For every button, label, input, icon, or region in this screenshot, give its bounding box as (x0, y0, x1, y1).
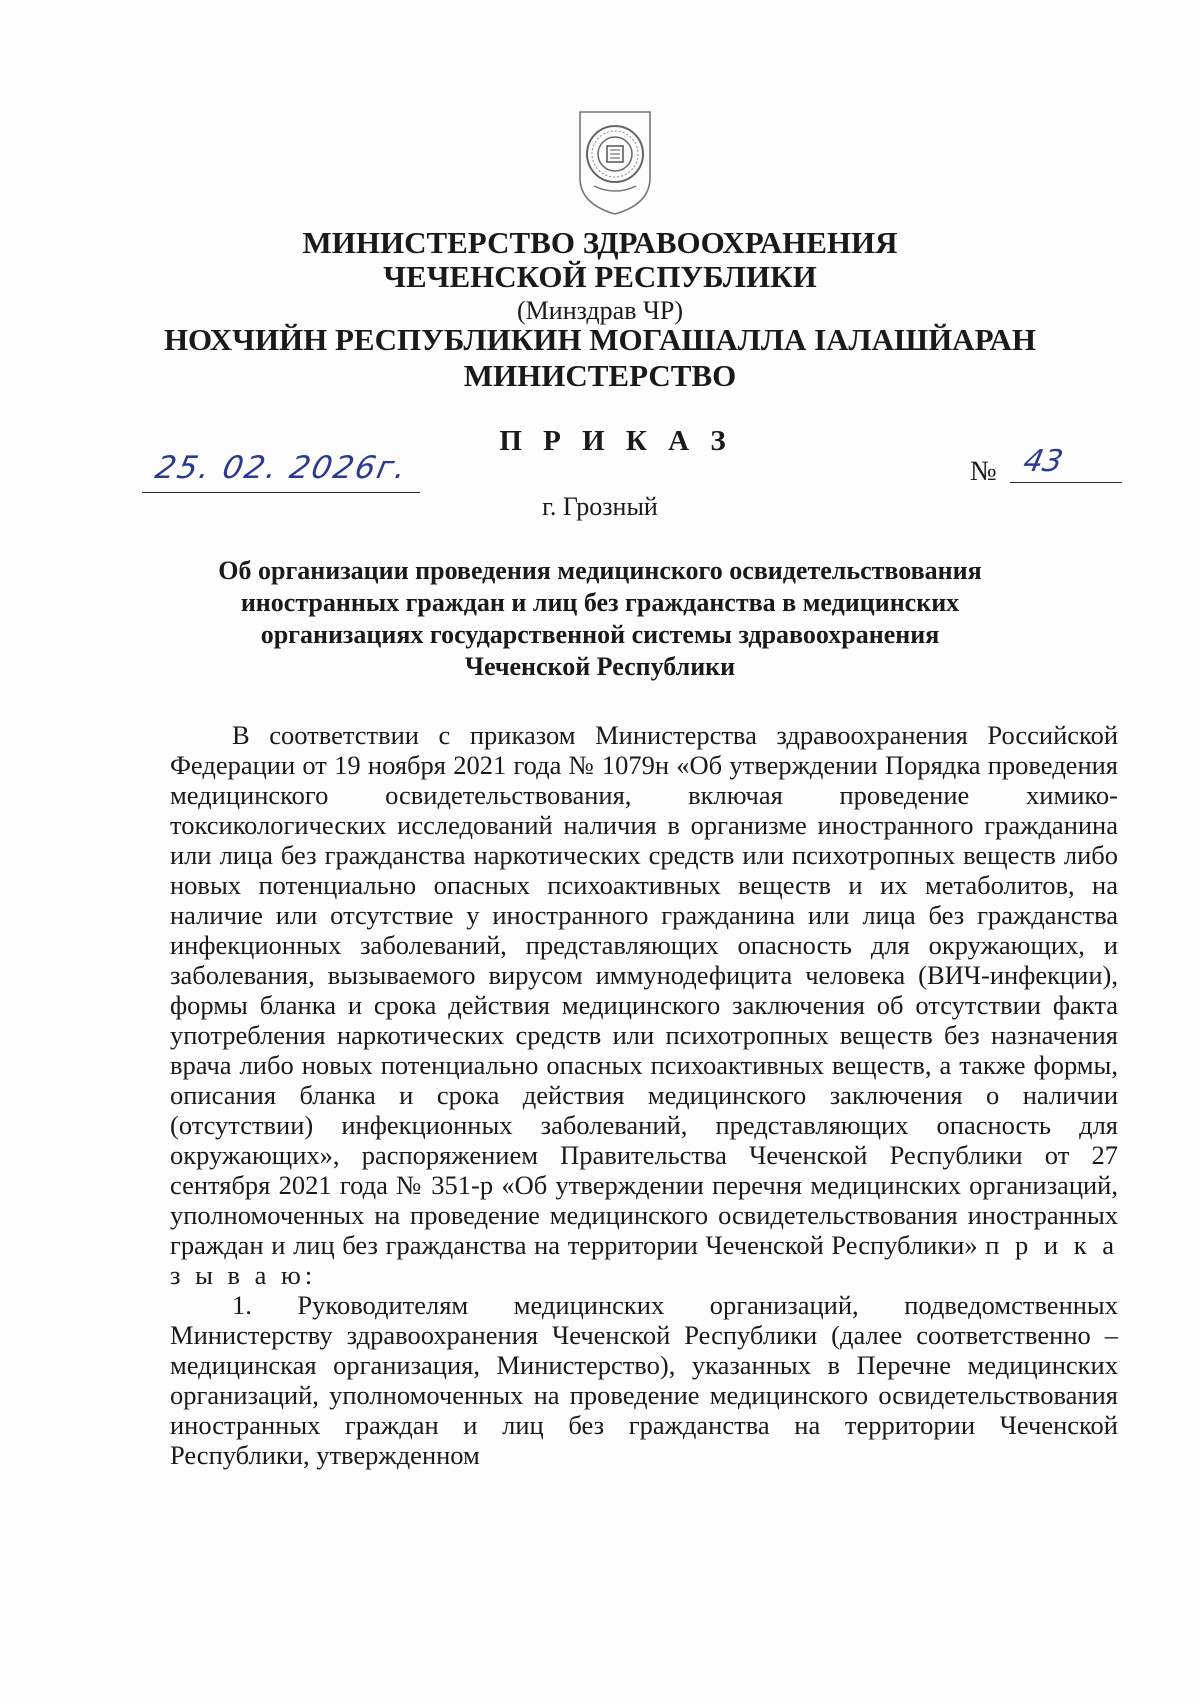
ministry-ce-line2: МИНИСТЕРСТВО (463, 358, 737, 393)
coat-of-arms-icon (574, 108, 656, 216)
command-word: п р и к а з ы в а ю: (170, 1230, 1119, 1290)
order-number: 43 (1020, 444, 1066, 479)
order-city: г. Грозный (542, 492, 658, 521)
ministry-abbreviation: (Минздрав ЧР) (517, 296, 683, 325)
order-subject (0, 555, 1200, 683)
subject-line4: Чеченской Республики (464, 652, 736, 681)
ministry-name-chechen (0, 322, 1200, 394)
item-1-paragraph: 1. Руководителям медицинских организаций, подведомственных Министерству здравоохранения Чеченской Республики (далее соответственно – медицинская организация, Министерство), указанных в Перечне медицинских организаций, уполномоченных на проведение медицинского освидетельствования иностранных граждан и лиц без гражданства на территории Чеченской Республики, утвержденном (170, 1290, 1118, 1470)
preamble-text: В соответствии с приказом Министерства здравоохранения Российской Федерации от 19 ноября 2021 года № 1079н «Об утверждении Порядка проведения медицинского освидетельствования, включая проведение химико-токсикологических исследований наличия в организме иностранного гражданина или лица без гражданства наркотических средств или психотропных веществ либо новых потенциально опасных психоактивных веществ и их метаболитов, на наличие или отсутствие у иностранного гражданина или лица без гражданства инфекционных заболеваний, представляющих опасность для окружающих, и заболевания, вызываемого вирусом иммунодефицита человека (ВИЧ-инфекции), формы бланка и срока действия медицинского заключения об отсутствии факта употребления наркотических средств или психотропных веществ без назначения врача либо новых потенциально опасных психоактивных веществ, а также формы, описания бланка и срока действия медицинского заключения о наличии (отсутствии) инфекционных заболеваний, представляющих опасность для окружающих», распоряжением Правительства Чеченской Республики от 27 сентября 2021 года № 351-р «Об утверждении перечня медицинских организаций, уполномоченных на проведение медицинского освидетельствования иностранных граждан и лиц без гражданства на территории Чеченской Республики» (170, 720, 1118, 1260)
ministry-ru-line2: ЧЕЧЕНСКОЙ РЕСПУБЛИКИ (383, 259, 817, 294)
ministry-ce-line1: НОХЧИЙН РЕСПУБЛИКИН МОГАШАЛЛА ІАЛАШЙАРАН (163, 322, 1037, 357)
ministry-ru-line1: МИНИСТЕРСТВО ЗДРАВООХРАНЕНИЯ (302, 225, 898, 260)
order-body (170, 720, 1118, 1470)
order-date-field (142, 448, 420, 493)
preamble-paragraph (170, 720, 1118, 1290)
order-number-field (1010, 444, 1122, 483)
subject-line2: иностранных граждан и лиц без гражданства в медицинских (240, 588, 960, 617)
order-title: П Р И К А З (499, 425, 733, 457)
subject-line3: организациях государственной системы здравоохранения (260, 620, 940, 649)
ministry-name-ru (0, 226, 1200, 294)
order-number-label: № (970, 456, 997, 487)
order-date: 25. 02. 2026г. (152, 450, 412, 486)
subject-line1: Об организации проведения медицинского освидетельствования (218, 556, 982, 585)
